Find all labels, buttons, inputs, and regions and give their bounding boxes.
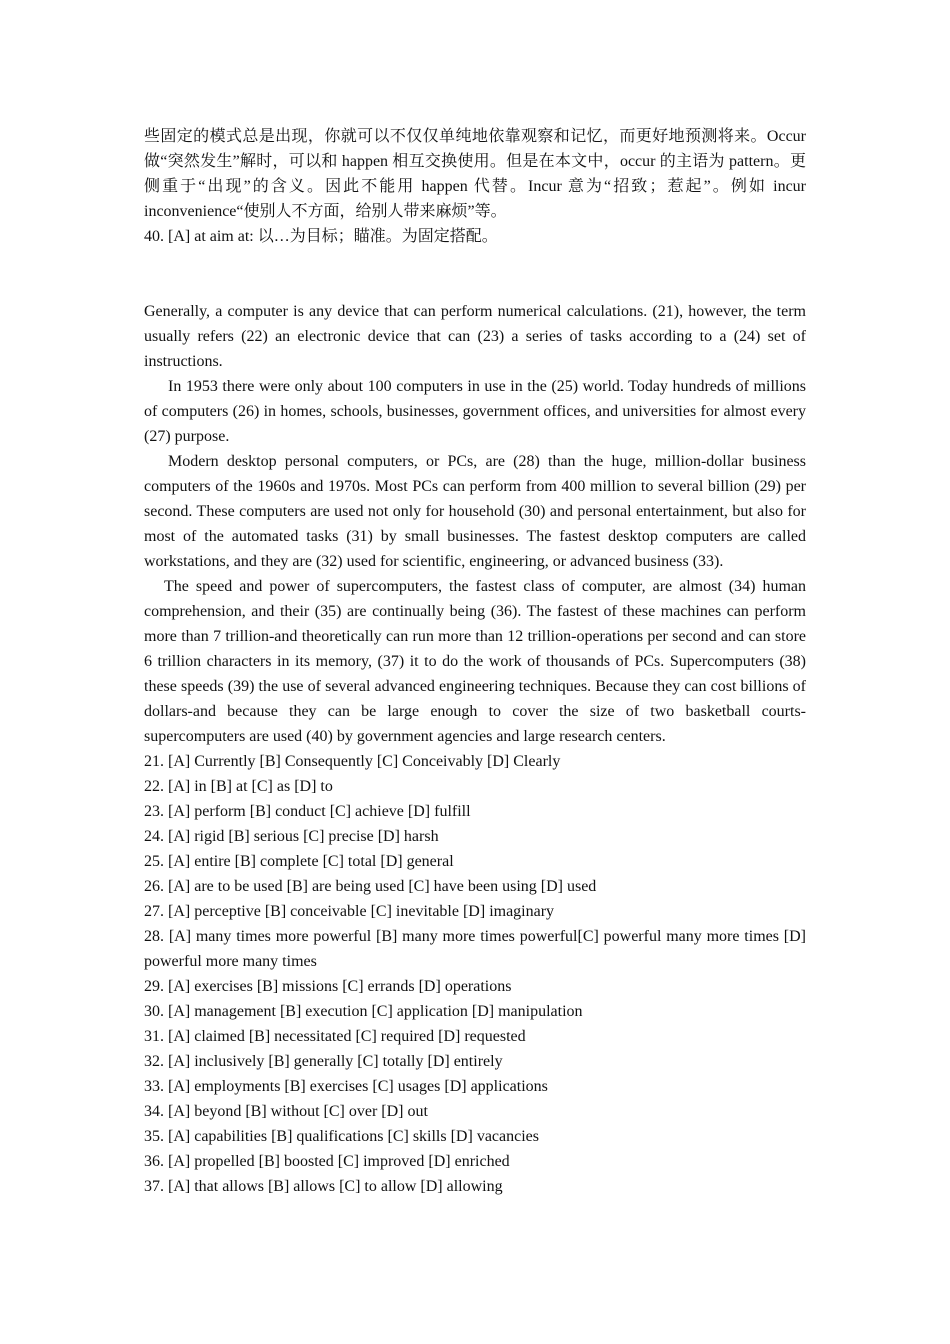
option-item-25: 25. [A] entire [B] complete [C] total [D] general <box>144 853 454 870</box>
passage-paragraph-2: In 1953 there were only about 100 computers in use in the (25) world. Today hundreds of millions of computers (26) in homes, schools, businesses, government offices, and universities for almost every (27) purpose. <box>144 378 806 445</box>
option-item-37: 37. [A] that allows [B] allows [C] to allow [D] allowing <box>144 1178 503 1195</box>
passage-paragraph-4: The speed and power of supercomputers, the fastest class of computer, are almost (34) human comprehension, and their (35) are continually being (36). The fastest of these machines can perform more than 7 trillion-and theoretically can run more than 12 trillion-operations per second and can store 6 trillion characters in its memory, (37) it to do the work of thousands of PCs. Supercomputers (38) these speeds (39) the use of several advanced engineering techniques. Because they can cost billions of dollars-and because they can be large enough to cover the size of two basketball courts-supercomputers are used (40) by government agencies and large research centers. <box>144 578 806 745</box>
passage-paragraph-1: Generally, a computer is any device that can perform numerical calculations. (21), however, the term usually refers (22) an electronic device that can (23) a series of tasks according to a (24) set of instructions. <box>144 303 806 370</box>
option-item-26: 26. [A] are to be used [B] are being used [C] have been using [D] used <box>144 878 597 895</box>
option-item-29: 29. [A] exercises [B] missions [C] errands [D] operations <box>144 978 512 995</box>
passage-paragraph-3: Modern desktop personal computers, or PCs, are (28) than the huge, million-dollar business computers of the 1960s and 1970s. Most PCs can perform from 400 million to several billion (29) per second. These computers are used not only for household (30) and personal entertainment, but also for most of the automated tasks (31) by small businesses. The fastest desktop computers are called workstations, and they are (32) used for scientific, engineering, or advanced business (33). <box>144 453 806 570</box>
option-item-27: 27. [A] perceptive [B] conceivable [C] inevitable [D] imaginary <box>144 903 555 920</box>
option-item-32: 32. [A] inclusively [B] generally [C] totally [D] entirely <box>144 1053 503 1070</box>
option-item-35: 35. [A] capabilities [B] qualifications [C] skills [D] vacancies <box>144 1128 539 1145</box>
option-item-36: 36. [A] propelled [B] boosted [C] improved [D] enriched <box>144 1153 510 1170</box>
option-item-22: 22. [A] in [B] at [C] as [D] to <box>144 778 333 795</box>
option-item-28: 28. [A] many times more powerful [B] many more times powerful[C] powerful many more times [D] powerful more many times <box>144 928 806 970</box>
explanation-answer-40: 40. [A] at aim at: 以…为目标；瞄准。为固定搭配。 <box>144 228 498 245</box>
option-item-24: 24. [A] rigid [B] serious [C] precise [D] harsh <box>144 828 439 845</box>
explanation-paragraph: 些固定的模式总是出现，你就可以不仅仅单纯地依靠观察和记忆，而更好地预测将来。Occur 做“突然发生”解时，可以和 happen 相互交换使用。但是在本文中，occur 的主语为 pattern。更侧重于“出现”的含义。因此不能用 happen 代替。Incur 意为“招致；惹起”。例如 incur inconvenience“使别人不方面，给别人带来麻烦”等。 <box>144 128 806 220</box>
option-item-23: 23. [A] perform [B] conduct [C] achieve [D] fulfill <box>144 803 471 820</box>
option-item-31: 31. [A] claimed [B] necessitated [C] required [D] requested <box>144 1028 526 1045</box>
option-item-30: 30. [A] management [B] execution [C] application [D] manipulation <box>144 1003 583 1020</box>
section-spacer <box>144 249 806 299</box>
options-list <box>144 749 806 1199</box>
document-page <box>144 124 806 1199</box>
option-item-34: 34. [A] beyond [B] without [C] over [D] out <box>144 1103 428 1120</box>
option-item-21: 21. [A] Currently [B] Consequently [C] Conceivably [D] Clearly <box>144 753 561 770</box>
option-item-33: 33. [A] employments [B] exercises [C] usages [D] applications <box>144 1078 548 1095</box>
